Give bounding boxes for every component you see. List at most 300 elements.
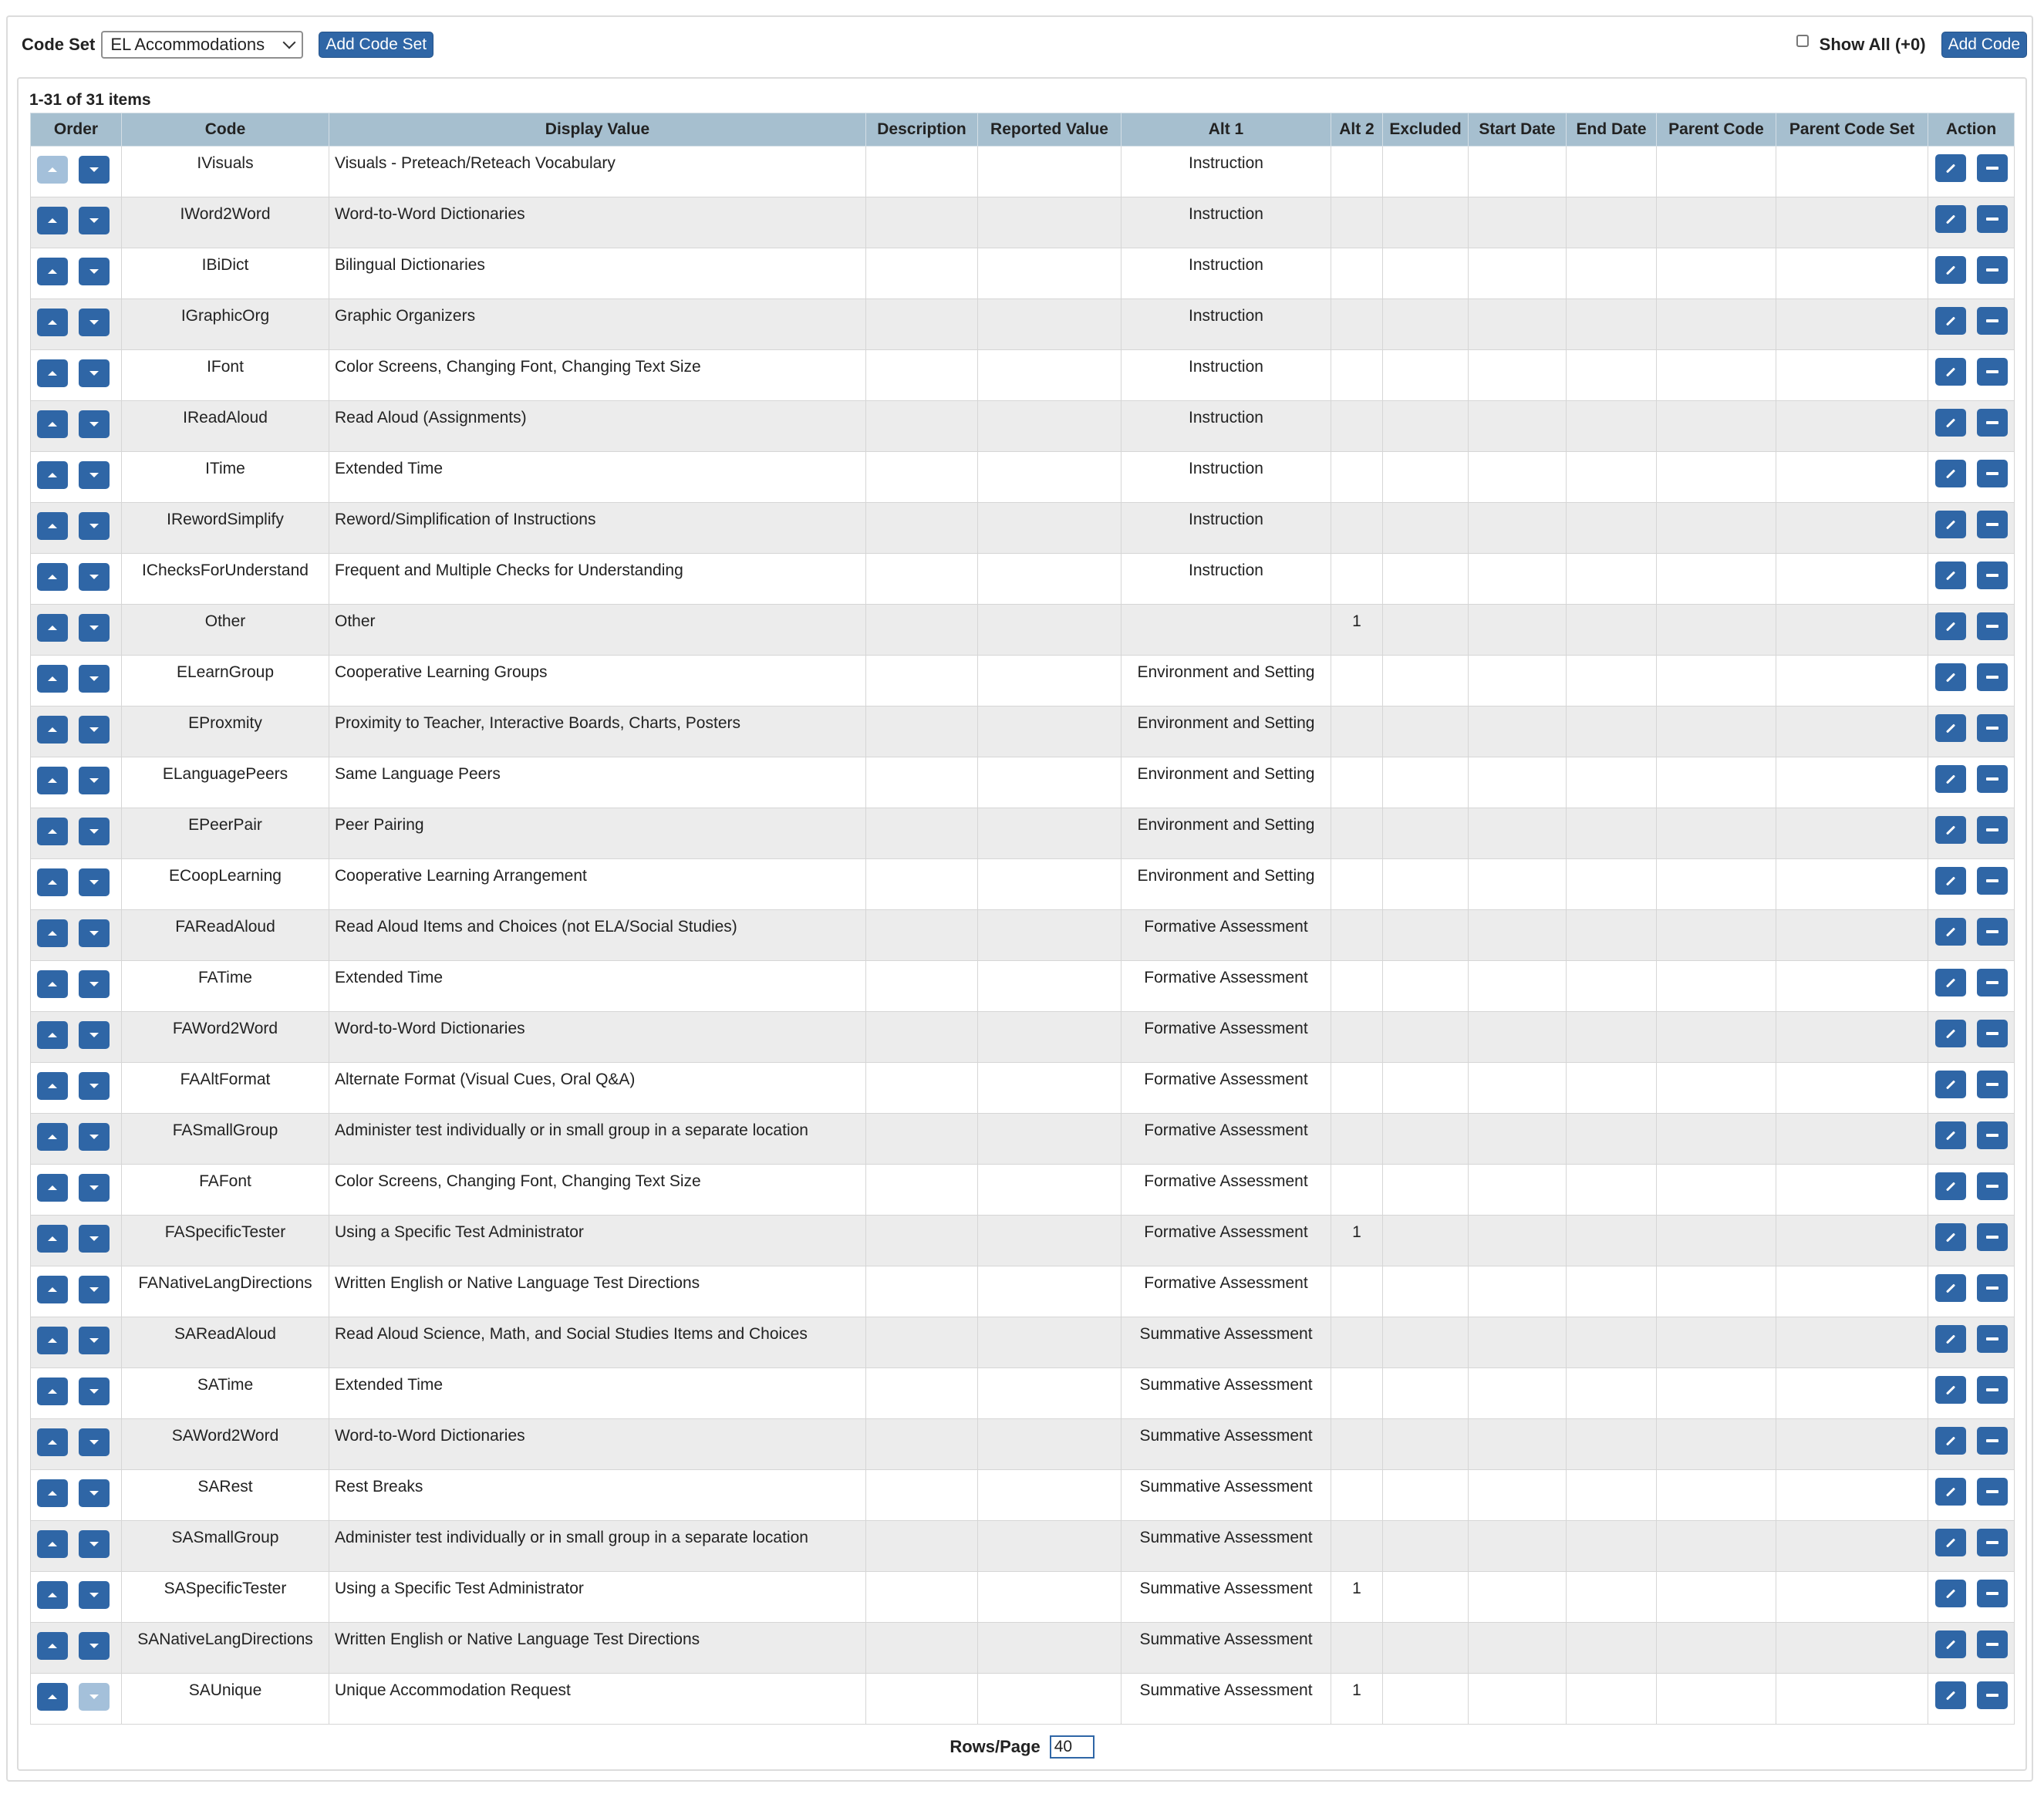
chevron-up-icon — [48, 1185, 57, 1190]
edit-button[interactable] — [1935, 511, 1966, 538]
edit-button[interactable] — [1935, 612, 1966, 640]
move-down-button[interactable] — [79, 1225, 110, 1253]
description-cell — [866, 1521, 978, 1572]
move-down-button[interactable] — [79, 1174, 110, 1202]
alt2-cell — [1331, 1216, 1383, 1266]
alt2-cell-text — [1331, 1419, 1382, 1427]
description-cell — [866, 1063, 978, 1114]
edit-button[interactable] — [1935, 1630, 1966, 1658]
parent-code-set-cell — [1776, 1063, 1928, 1114]
pencil-icon — [1945, 825, 1955, 835]
edit-button[interactable] — [1935, 1376, 1966, 1404]
chevron-up-icon — [48, 1389, 57, 1394]
alt2-cell — [1331, 706, 1383, 757]
remove-button[interactable] — [1977, 1172, 2008, 1200]
table-row — [31, 656, 2015, 706]
alt2-cell — [1331, 910, 1383, 961]
remove-button[interactable] — [1977, 1223, 2008, 1251]
code-cell — [122, 1165, 329, 1216]
move-up-button[interactable] — [37, 1327, 68, 1354]
column-header-parent-code[interactable]: Parent Code — [1657, 113, 1776, 147]
alt1-cell-text: Formative Assessment — [1144, 1223, 1308, 1241]
remove-button[interactable] — [1977, 154, 2008, 182]
edit-button[interactable] — [1935, 1580, 1966, 1607]
move-up-button[interactable] — [37, 665, 68, 693]
move-down-button[interactable] — [79, 1072, 110, 1100]
alt2-cell-text — [1331, 197, 1382, 205]
alt1-cell — [1122, 1216, 1331, 1266]
description-cell — [866, 605, 978, 656]
description-cell — [866, 1317, 978, 1368]
move-down-button[interactable] — [79, 1378, 110, 1405]
display-value-cell-text: Bilingual Dictionaries — [335, 256, 485, 274]
move-down-button[interactable] — [79, 207, 110, 234]
remove-button[interactable] — [1977, 1478, 2008, 1506]
alt1-cell — [1122, 1063, 1331, 1114]
display-value-cell-text: Extended Time — [335, 969, 444, 986]
order-cell — [31, 1012, 122, 1063]
description-cell — [866, 656, 978, 706]
action-cell — [1928, 452, 2015, 503]
move-down-button[interactable] — [79, 461, 110, 489]
display-value-cell — [329, 859, 866, 910]
edit-button[interactable] — [1935, 1427, 1966, 1455]
parent-code-set-cell — [1776, 910, 1928, 961]
remove-button[interactable] — [1977, 511, 2008, 538]
order-cell — [31, 605, 122, 656]
chevron-down-icon — [89, 1236, 99, 1241]
move-down-button[interactable] — [79, 1581, 110, 1609]
column-header-reported-value[interactable]: Reported Value — [978, 113, 1122, 147]
move-up-button[interactable] — [37, 1225, 68, 1253]
remove-button[interactable] — [1977, 1427, 2008, 1455]
edit-button[interactable] — [1935, 714, 1966, 742]
minus-icon — [1986, 879, 1998, 882]
move-up-button[interactable] — [37, 512, 68, 540]
alt2-cell — [1331, 1572, 1383, 1623]
action-cell — [1928, 1419, 2015, 1470]
parent-code-cell — [1657, 859, 1776, 910]
display-value-cell-text: Read Aloud Items and Choices (not ELA/Social Studies) — [335, 918, 737, 936]
action-cell — [1928, 147, 2015, 197]
remove-button[interactable] — [1977, 1630, 2008, 1658]
minus-icon — [1986, 1439, 1998, 1442]
move-up-button[interactable] — [37, 156, 68, 184]
alt1-cell-text: Formative Assessment — [1144, 1071, 1308, 1088]
move-down-button[interactable] — [79, 359, 110, 387]
parent-code-set-cell — [1776, 1216, 1928, 1266]
move-down-button[interactable] — [79, 1530, 110, 1558]
move-down-button[interactable] — [79, 1428, 110, 1456]
remove-button[interactable] — [1977, 969, 2008, 996]
edit-button[interactable] — [1935, 1325, 1966, 1353]
order-cell — [31, 1063, 122, 1114]
remove-button[interactable] — [1977, 561, 2008, 589]
code-cell — [122, 1419, 329, 1470]
edit-button[interactable] — [1935, 1121, 1966, 1149]
remove-button[interactable] — [1977, 918, 2008, 946]
table-row — [31, 1419, 2015, 1470]
edit-button[interactable] — [1935, 154, 1966, 182]
description-cell — [866, 1623, 978, 1674]
edit-button[interactable] — [1935, 1274, 1966, 1302]
pencil-icon — [1945, 1233, 1955, 1242]
order-cell — [31, 452, 122, 503]
remove-button[interactable] — [1977, 765, 2008, 793]
description-cell — [866, 350, 978, 401]
column-header-action[interactable]: Action — [1928, 113, 2015, 147]
remove-button[interactable] — [1977, 307, 2008, 335]
parent-code-set-cell — [1776, 1012, 1928, 1063]
edit-button[interactable] — [1935, 409, 1966, 437]
description-cell — [866, 808, 978, 859]
remove-button[interactable] — [1977, 460, 2008, 487]
display-value-cell-text: Cooperative Learning Groups — [335, 663, 548, 681]
remove-button[interactable] — [1977, 1580, 2008, 1607]
start-date-cell — [1469, 910, 1567, 961]
move-down-button[interactable] — [79, 919, 110, 947]
minus-icon — [1986, 777, 1998, 781]
edit-button[interactable] — [1935, 918, 1966, 946]
action-cell — [1928, 197, 2015, 248]
order-cell — [31, 910, 122, 961]
code-cell — [122, 1317, 329, 1368]
minus-icon — [1986, 370, 1998, 373]
move-up-button[interactable] — [37, 919, 68, 947]
alt2-cell-text — [1331, 961, 1382, 969]
edit-button[interactable] — [1935, 816, 1966, 844]
move-up-button[interactable] — [37, 1683, 68, 1711]
remove-button[interactable] — [1977, 612, 2008, 640]
description-cell — [866, 1114, 978, 1165]
alt1-cell-text: Environment and Setting — [1137, 765, 1315, 783]
table-row — [31, 1368, 2015, 1419]
move-up-button[interactable] — [37, 309, 68, 336]
remove-button[interactable] — [1977, 1681, 2008, 1709]
move-down-button[interactable] — [79, 1021, 110, 1049]
display-value-cell — [329, 350, 866, 401]
action-cell — [1928, 706, 2015, 757]
column-header-code[interactable]: Code — [122, 113, 329, 147]
move-down-button[interactable] — [79, 868, 110, 896]
move-up-button[interactable] — [37, 1378, 68, 1405]
end-date-cell — [1567, 1063, 1657, 1114]
remove-button[interactable] — [1977, 256, 2008, 284]
edit-button[interactable] — [1935, 1681, 1966, 1709]
chevron-down-icon — [89, 880, 99, 885]
edit-button[interactable] — [1935, 460, 1966, 487]
remove-button[interactable] — [1977, 1121, 2008, 1149]
pencil-icon — [1945, 1436, 1955, 1445]
alt2-cell — [1331, 1368, 1383, 1419]
alt2-cell — [1331, 1521, 1383, 1572]
action-cell — [1928, 1165, 2015, 1216]
column-header-alt-1[interactable]: Alt 1 — [1122, 113, 1331, 147]
minus-icon — [1986, 218, 1998, 221]
action-cell — [1928, 1572, 2015, 1623]
remove-button[interactable] — [1977, 1071, 2008, 1098]
alt2-cell-text — [1331, 808, 1382, 816]
add-code-set-button[interactable]: Add Code Set — [319, 32, 433, 58]
alt2-cell-text — [1331, 503, 1382, 511]
alt2-cell — [1331, 808, 1383, 859]
code-cell-text: IGraphicOrg — [180, 307, 270, 325]
code-cell-text: EProxmity — [188, 714, 262, 732]
remove-button[interactable] — [1977, 409, 2008, 437]
alt2-cell — [1331, 757, 1383, 808]
edit-button[interactable] — [1935, 969, 1966, 996]
start-date-cell — [1469, 1165, 1567, 1216]
pencil-icon — [1945, 673, 1955, 682]
move-up-button[interactable] — [37, 461, 68, 489]
move-up-button[interactable] — [37, 767, 68, 794]
code-cell-text: FANativeLangDirections — [138, 1274, 312, 1292]
edit-button[interactable] — [1935, 1020, 1966, 1047]
remove-button[interactable] — [1977, 1274, 2008, 1302]
move-down-button[interactable] — [79, 767, 110, 794]
table-row — [31, 452, 2015, 503]
move-up-button[interactable] — [37, 818, 68, 845]
code-cell — [122, 147, 329, 197]
parent-code-cell — [1657, 1368, 1776, 1419]
excluded-cell — [1383, 1674, 1469, 1725]
column-header-end-date[interactable]: End Date — [1567, 113, 1657, 147]
excluded-cell — [1383, 147, 1469, 197]
move-up-button[interactable] — [37, 1174, 68, 1202]
move-up-button[interactable] — [37, 970, 68, 998]
move-down-button[interactable] — [79, 563, 110, 591]
move-up-button[interactable] — [37, 1072, 68, 1100]
parent-code-set-cell — [1776, 1572, 1928, 1623]
edit-button[interactable] — [1935, 307, 1966, 335]
alt2-cell — [1331, 1419, 1383, 1470]
move-down-button[interactable] — [79, 1632, 110, 1660]
move-up-button[interactable] — [37, 1021, 68, 1049]
table-row — [31, 961, 2015, 1012]
pencil-icon — [1945, 1538, 1955, 1547]
move-down-button[interactable] — [79, 818, 110, 845]
move-down-button[interactable] — [79, 410, 110, 438]
move-down-button[interactable] — [79, 156, 110, 184]
end-date-cell — [1567, 605, 1657, 656]
column-header-alt-2[interactable]: Alt 2 — [1331, 113, 1383, 147]
code-cell — [122, 1063, 329, 1114]
table-row — [31, 1674, 2015, 1725]
alt2-cell-text — [1331, 1317, 1382, 1325]
start-date-cell — [1469, 1470, 1567, 1521]
start-date-cell — [1469, 808, 1567, 859]
end-date-cell — [1567, 452, 1657, 503]
alt1-cell-text: Formative Assessment — [1144, 1274, 1308, 1292]
move-up-button[interactable] — [37, 716, 68, 744]
action-cell — [1928, 1470, 2015, 1521]
column-header-description[interactable]: Description — [866, 113, 978, 147]
move-up-button[interactable] — [37, 1479, 68, 1507]
edit-button[interactable] — [1935, 205, 1966, 233]
add-code-button[interactable]: Add Code — [1941, 32, 2027, 58]
remove-button[interactable] — [1977, 867, 2008, 895]
edit-button[interactable] — [1935, 1529, 1966, 1556]
alt1-cell-text: Environment and Setting — [1137, 714, 1315, 732]
excluded-cell — [1383, 197, 1469, 248]
parent-code-set-cell — [1776, 1521, 1928, 1572]
end-date-cell — [1567, 1012, 1657, 1063]
alt2-cell — [1331, 1266, 1383, 1317]
reported-value-cell — [978, 1012, 1122, 1063]
code-cell-text: IFont — [207, 358, 244, 376]
code-cell — [122, 1266, 329, 1317]
move-up-button[interactable] — [37, 614, 68, 642]
move-up-button[interactable] — [37, 868, 68, 896]
code-cell-text: SANativeLangDirections — [137, 1630, 313, 1648]
edit-button[interactable] — [1935, 1172, 1966, 1200]
remove-button[interactable] — [1977, 205, 2008, 233]
column-header-order[interactable]: Order — [31, 113, 122, 147]
alt2-cell — [1331, 1012, 1383, 1063]
chevron-up-icon — [48, 1593, 57, 1597]
code-cell-text: IReadAloud — [183, 409, 268, 427]
alt1-cell — [1122, 1674, 1331, 1725]
move-down-button[interactable] — [79, 512, 110, 540]
rows-per-page-input[interactable]: 40 — [1050, 1735, 1095, 1759]
move-down-button[interactable] — [79, 1683, 110, 1711]
start-date-cell — [1469, 554, 1567, 605]
parent-code-set-cell — [1776, 605, 1928, 656]
code-cell-text: IWord2Word — [180, 205, 271, 223]
column-header-display-value[interactable]: Display Value — [329, 113, 866, 147]
show-all-checkbox[interactable] — [1796, 35, 1809, 47]
excluded-cell — [1383, 1419, 1469, 1470]
column-header-start-date[interactable]: Start Date — [1469, 113, 1567, 147]
move-up-button[interactable] — [37, 359, 68, 387]
edit-button[interactable] — [1935, 1223, 1966, 1251]
remove-button[interactable] — [1977, 1376, 2008, 1404]
alt1-cell-text: Formative Assessment — [1144, 1121, 1308, 1139]
order-cell — [31, 1572, 122, 1623]
move-down-button[interactable] — [79, 1276, 110, 1303]
move-down-button[interactable] — [79, 309, 110, 336]
remove-button[interactable] — [1977, 663, 2008, 691]
edit-button[interactable] — [1935, 561, 1966, 589]
reported-value-cell — [978, 859, 1122, 910]
alt2-cell — [1331, 1114, 1383, 1165]
edit-button[interactable] — [1935, 1071, 1966, 1098]
alt2-cell-text — [1331, 299, 1382, 307]
alt1-cell-text: Summative Assessment — [1139, 1580, 1313, 1597]
move-down-button[interactable] — [79, 614, 110, 642]
action-cell — [1928, 605, 2015, 656]
edit-button[interactable] — [1935, 358, 1966, 386]
edit-button[interactable] — [1935, 765, 1966, 793]
chevron-up-icon — [48, 1542, 57, 1546]
remove-button[interactable] — [1977, 1020, 2008, 1047]
move-up-button[interactable] — [37, 410, 68, 438]
alt2-cell — [1331, 401, 1383, 452]
action-cell — [1928, 1063, 2015, 1114]
code-cell-text: ECoopLearning — [169, 867, 282, 885]
parent-code-cell — [1657, 1674, 1776, 1725]
end-date-cell — [1567, 1470, 1657, 1521]
reported-value-cell — [978, 1368, 1122, 1419]
remove-button[interactable] — [1977, 1325, 2008, 1353]
parent-code-set-cell — [1776, 961, 1928, 1012]
move-up-button[interactable] — [37, 258, 68, 285]
chevron-down-icon — [89, 1644, 99, 1648]
pencil-icon — [1945, 520, 1955, 529]
parent-code-set-cell — [1776, 197, 1928, 248]
edit-button[interactable] — [1935, 1478, 1966, 1506]
column-header-parent-code-set[interactable]: Parent Code Set — [1776, 113, 1928, 147]
move-down-button[interactable] — [79, 665, 110, 693]
end-date-cell — [1567, 401, 1657, 452]
pencil-icon — [1945, 571, 1955, 580]
move-up-button[interactable] — [37, 1276, 68, 1303]
remove-button[interactable] — [1977, 1529, 2008, 1556]
edit-button[interactable] — [1935, 867, 1966, 895]
move-down-button[interactable] — [79, 1123, 110, 1151]
move-down-button[interactable] — [79, 258, 110, 285]
move-up-button[interactable] — [37, 1428, 68, 1456]
remove-button[interactable] — [1977, 358, 2008, 386]
code-cell-text: Other — [204, 612, 246, 630]
edit-button[interactable] — [1935, 663, 1966, 691]
display-value-cell — [329, 452, 866, 503]
pencil-icon — [1945, 1029, 1955, 1038]
remove-button[interactable] — [1977, 816, 2008, 844]
excluded-cell — [1383, 452, 1469, 503]
move-up-button[interactable] — [37, 563, 68, 591]
alt2-cell-text — [1331, 1114, 1382, 1121]
end-date-cell — [1567, 1317, 1657, 1368]
move-down-button[interactable] — [79, 970, 110, 998]
move-up-button[interactable] — [37, 1632, 68, 1660]
move-up-button[interactable] — [37, 207, 68, 234]
move-down-button[interactable] — [79, 716, 110, 744]
parent-code-cell — [1657, 401, 1776, 452]
move-down-button[interactable] — [79, 1327, 110, 1354]
remove-button[interactable] — [1977, 714, 2008, 742]
move-up-button[interactable] — [37, 1530, 68, 1558]
table-row — [31, 1317, 2015, 1368]
start-date-cell — [1469, 503, 1567, 554]
order-cell — [31, 1266, 122, 1317]
parent-code-set-cell — [1776, 1165, 1928, 1216]
chevron-down-icon — [89, 575, 99, 579]
reported-value-cell — [978, 452, 1122, 503]
code-cell-text: ELanguagePeers — [162, 765, 288, 783]
chevron-up-icon — [48, 524, 57, 528]
minus-icon — [1986, 1592, 1998, 1595]
move-up-button[interactable] — [37, 1581, 68, 1609]
order-cell — [31, 1317, 122, 1368]
move-down-button[interactable] — [79, 1479, 110, 1507]
start-date-cell — [1469, 656, 1567, 706]
order-cell — [31, 1419, 122, 1470]
reported-value-cell — [978, 503, 1122, 554]
alt2-cell-text — [1331, 452, 1382, 460]
move-up-button[interactable] — [37, 1123, 68, 1151]
column-header-excluded[interactable]: Excluded — [1383, 113, 1469, 147]
edit-button[interactable] — [1935, 256, 1966, 284]
alt1-cell — [1122, 1317, 1331, 1368]
end-date-cell — [1567, 1674, 1657, 1725]
chevron-up-icon — [48, 320, 57, 325]
chevron-up-icon — [48, 1287, 57, 1292]
code-set-select[interactable] — [101, 31, 303, 59]
alt2-cell — [1331, 452, 1383, 503]
reported-value-cell — [978, 910, 1122, 961]
action-cell — [1928, 1317, 2015, 1368]
